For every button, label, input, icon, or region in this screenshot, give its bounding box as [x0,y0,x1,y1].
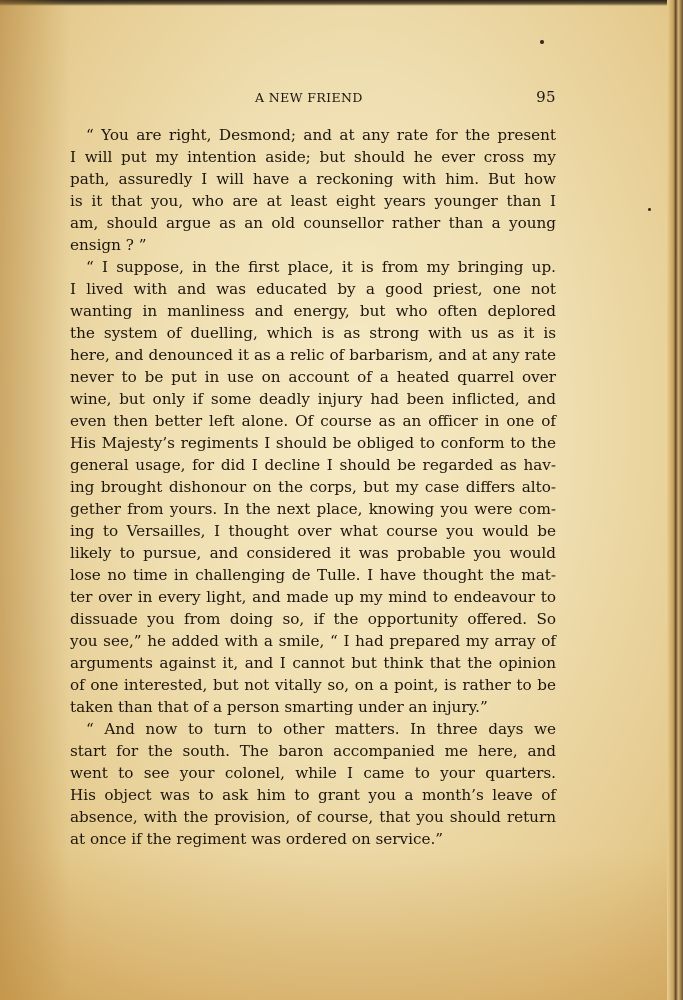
text-line: even then better left alone. Of course as an officer in one of [70,412,556,430]
text-line: at once if the regiment was ordered on service.” [70,830,444,848]
paragraph [70,256,556,718]
text-line: His Majesty’s regiments I should be obliged to conform to the [70,434,556,452]
bottom-age-stain [0,850,683,1000]
text-line: ensign ? ” [70,236,147,254]
text-line: here, and denounced it as a relic of barbarism, and at any rate [70,346,556,364]
text-line: I lived with and was educated by a good priest, one not [70,280,556,298]
text-line: “ You are right, Desmond; and at any rate for the present [86,126,556,144]
text-line: never to be put in use on account of a heated quarrel over [70,368,556,386]
running-head: A NEW FRIEND [255,90,363,105]
text-line: ing to Versailles, I thought over what course you would be [70,522,556,540]
text-line: taken than that of a person smarting under an injury.” [70,698,488,716]
text-line: you see,” he added with a smile, “ I had prepared my array of [70,632,556,650]
paper-speck [540,40,544,44]
text-line: gether from yours. In the next place, knowing you were com- [70,500,556,518]
text-line: ter over in every light, and made up my mind to endeavour to [70,588,556,606]
text-line: is it that you, who are at least eight years younger than I [70,192,556,210]
text-line: am, should argue as an old counsellor rather than a young [70,214,556,232]
paper-speck [648,208,651,211]
text-line: His object was to ask him to grant you a month’s leave of [70,786,556,804]
text-line: lose no time in challenging de Tulle. I have thought the mat- [70,566,556,584]
text-line: dissuade you from doing so, if the opportunity offered. So [70,610,556,628]
text-line: absence, with the provision, of course, that you should return [70,808,556,826]
text-line: likely to pursue, and considered it was probable you would [70,544,556,562]
text-line: wanting in manliness and energy, but who often deplored [70,302,556,320]
text-line: arguments against it, and I cannot but think that the opinion [70,654,556,672]
text-line: path, assuredly I will have a reckoning with him. But how [70,170,556,188]
text-line: wine, but only if some deadly injury had been inflicted, and [70,390,556,408]
page-top-edge [0,0,683,6]
text-line: general usage, for did I decline I should be regarded as hav- [70,456,556,474]
text-line: “ And now to turn to other matters. In three days we [86,720,556,738]
page-header [70,90,556,110]
paragraph [70,124,556,256]
page-binding-edge [667,0,683,1000]
page-number: 95 [536,88,556,106]
text-line: start for the south. The baron accompanied me here, and [70,742,556,760]
text-line: went to see your colonel, while I came to your quarters. [70,764,556,782]
text-line: the system of duelling, which is as strong with us as it is [70,324,556,342]
text-line: “ I suppose, in the first place, it is from my bringing up. [86,258,556,276]
text-line: ing brought dishonour on the corps, but my case differs alto- [70,478,556,496]
body-text [70,124,556,850]
paragraph [70,718,556,850]
text-line: of one interested, but not vitally so, on a point, is rather to be [70,676,556,694]
text-line: I will put my intention aside; but should he ever cross my [70,148,556,166]
